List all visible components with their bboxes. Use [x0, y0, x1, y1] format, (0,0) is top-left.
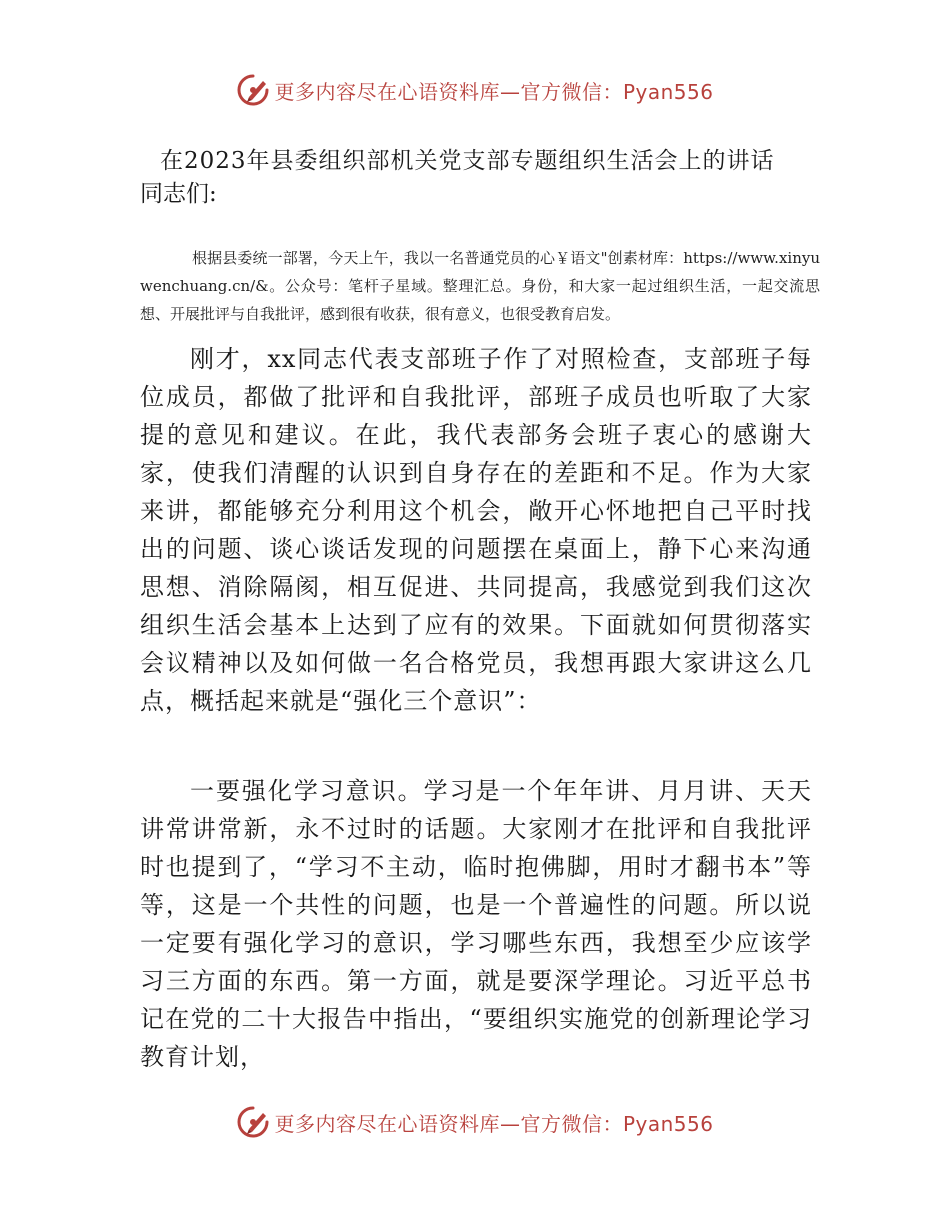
pen-circle-logo-icon [236, 1105, 270, 1139]
body-paragraph-1: 刚才，xx同志代表支部班子作了对照检查，支部班子每位成员，都做了批评和自我批评，部班子成员也听取了大家提的意见和建议。在此，我代表部务会班子衷心的感谢大家，使我们清醒的认识到自身存在的差距和不足。作为大家来讲，都能够充分利用这个机会，敞开心怀地把自己平时找出的问题、谈心谈话发现的问题摆在桌面上，静下心来沟通思想、消除隔阂，相互促进、共同提高，我感觉到我们这次组织生活会基本上达到了应有的效果。下面就如何贯彻落实会议精神以及如何做一名合格党员，我想再跟大家讲这么几点，概括起来就是“强化三个意识”： [140, 345, 812, 715]
pen-circle-logo-icon [236, 73, 270, 107]
footer-banner [0, 1102, 950, 1142]
intro-paragraph: 根据县委统一部署，今天上午，我以一名普通党员的心￥语文"创素材库：https://www.xinyuwenchuang.cn/&。公众号：笔杆子星域。整理汇总。身份，和大家一起过组织生活，一起交流思想、开展批评与自我批评，感到很有收获，很有意义，也很受教育启发。 [140, 249, 820, 323]
document-title: 在2023年县委组织部机关党支部专题组织生活会上的讲话 [160, 148, 775, 174]
salutation: 同志们: [140, 181, 217, 207]
header-banner [0, 70, 950, 110]
body-paragraph-2: 一要强化学习意识。学习是一个年年讲、月月讲、天天讲常讲常新，永不过时的话题。大家刚才在批评和自我批评时也提到了，“学习不主动，临时抱佛脚，用时才翻书本”等等，这是一个共性的问题，也是一个普遍性的问题。所以说一定要有强化学习的意识，学习哪些东西，我想至少应该学习三方面的东西。第一方面，就是要深学理论。习近平总书记在党的二十大报告中指出，“要组织实施党的创新理论学习教育计划， [140, 777, 812, 1071]
banner-text: 更多内容尽在心语资料库—官方微信：Pyan556 [274, 79, 714, 104]
banner-text: 更多内容尽在心语资料库—官方微信：Pyan556 [274, 1111, 714, 1136]
